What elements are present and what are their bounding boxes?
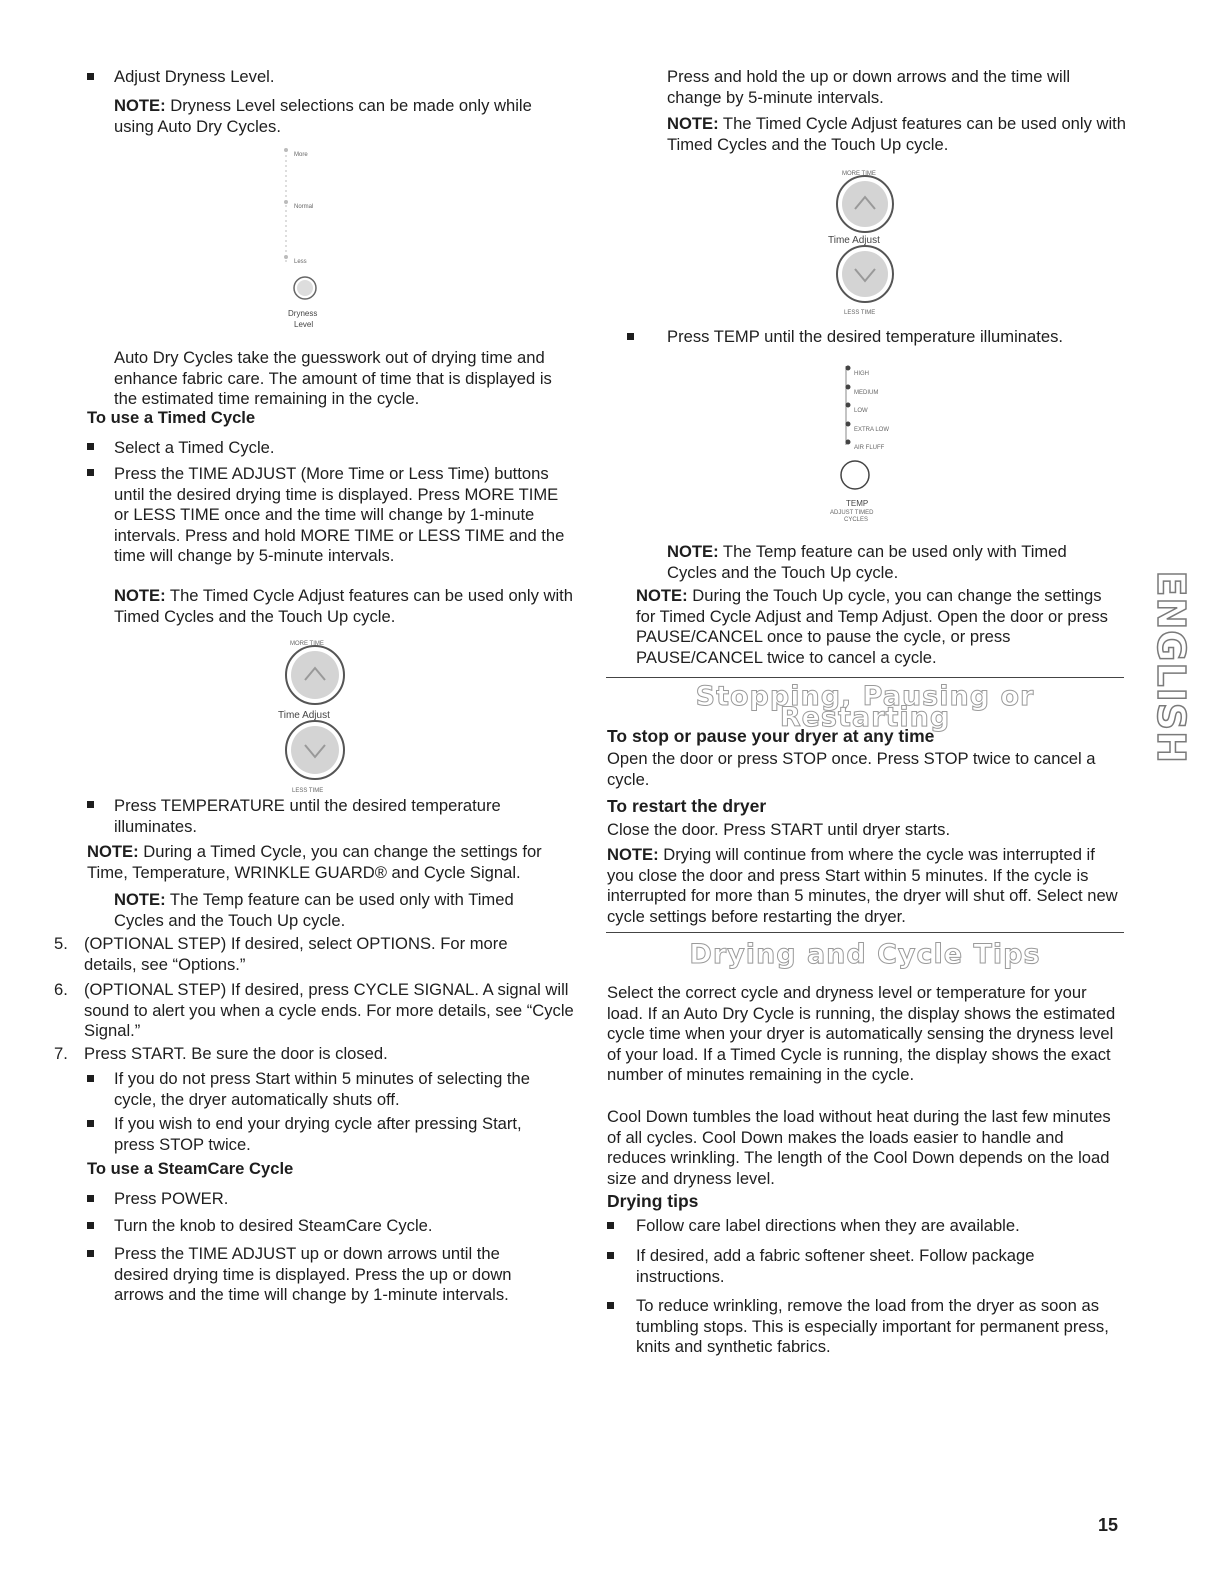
step-text: Press START. Be sure the door is closed. <box>84 1044 388 1063</box>
bullet-text: Press the TIME ADJUST up or down arrows until the desired drying time is displayed. Press the up or down arrows and the time will change by 1-minute intervals. <box>114 1244 512 1304</box>
section-title: Stopping, Pausing or Restarting <box>695 681 1035 733</box>
note <box>114 890 554 931</box>
step-number: 5. <box>54 934 68 953</box>
paragraph: Close the door. Press START until dryer starts. <box>607 820 951 839</box>
subheading: To use a Timed Cycle <box>87 408 256 427</box>
note-label: NOTE: <box>636 586 688 605</box>
temp-sub-label-2: CYCLES <box>844 517 869 523</box>
note-text: The Temp feature can be used only with Timed Cycles and the Touch Up cycle. <box>667 542 1067 582</box>
paragraph: Auto Dry Cycles take the guesswork out of drying time and enhance fabric care. The amount of time that is displayed is the estimated time remaining in the cycle. <box>114 348 552 408</box>
temp-figure <box>820 360 920 523</box>
note <box>636 586 1116 668</box>
step-number: 7. <box>54 1044 68 1063</box>
language-side-tab <box>1149 567 1194 767</box>
note-text: Drying will continue from where the cycle was interrupted if you close the door and press Start within 5 minutes. If the cycle is interrupted for more than 5 minutes, the dryer will shut off. Select new cycle settings before restarting the dryer. <box>607 845 1118 926</box>
note-text: During a Timed Cycle, you can change the settings for Time, Temperature, WRINKLE GUARD® and Cycle Signal. <box>87 842 542 882</box>
side-tab-label: ENGLISH <box>1149 570 1194 764</box>
time-adjust-label: Time Adjust <box>278 710 330 721</box>
subheading: To stop or pause your dryer at any time <box>607 726 935 746</box>
note-label: NOTE: <box>667 542 719 561</box>
note <box>667 114 1127 155</box>
bullet-text: Select a Timed Cycle. <box>114 438 275 457</box>
note <box>667 542 1117 583</box>
note-label: NOTE: <box>114 890 166 909</box>
dryness-more-label: More <box>294 152 308 158</box>
bullet <box>87 443 94 450</box>
temp-high-label: HIGH <box>854 371 869 377</box>
more-time-label: MORE TIME <box>290 641 324 647</box>
note-label: NOTE: <box>114 96 166 115</box>
bullet-text: Adjust Dryness Level. <box>114 67 275 86</box>
dryness-less-label: Less <box>294 259 307 265</box>
page-number: 15 <box>1098 1515 1119 1535</box>
subheading: To restart the dryer <box>607 796 767 816</box>
bullet-text: Follow care label directions when they are available. <box>636 1216 1020 1235</box>
step-number: 6. <box>54 980 68 999</box>
dryness-title: Dryness <box>288 309 318 318</box>
bullet <box>607 1252 614 1259</box>
bullet <box>87 801 94 808</box>
paragraph: Cool Down tumbles the load without heat during the last few minutes of all cycles. Cool Down makes the loads easier to handle and reduces wrinkling. The length of the Cool Down depends on the load size and dryness level. <box>607 1107 1111 1188</box>
note-text: The Temp feature can be used only with Timed Cycles and the Touch Up cycle. <box>114 890 514 930</box>
time-adjust-figure <box>810 160 920 315</box>
bullet <box>87 469 94 476</box>
note-text: During the Touch Up cycle, you can change the settings for Timed Cycle Adjust and Temp Adjust. Open the door or press PAUSE/CANCEL once to pause the cycle, or press PAUSE/CANCEL twice to cancel a cycle. <box>636 586 1108 667</box>
temp-label: TEMP <box>846 499 869 508</box>
note-label: NOTE: <box>114 586 166 605</box>
temp-low-label: LOW <box>854 408 868 414</box>
bullet-text: If desired, add a fabric softener sheet. Follow package instructions. <box>636 1246 1035 1286</box>
note <box>607 845 1125 927</box>
section-divider <box>606 677 1124 678</box>
bullet-text: If you do not press Start within 5 minutes of selecting the cycle, the dryer automatically shuts off. <box>114 1069 530 1109</box>
dryness-level-figure <box>270 140 350 340</box>
temp-extra-low-label: EXTRA LOW <box>854 427 890 433</box>
less-time-label: LESS TIME <box>292 788 324 794</box>
note-text: The Timed Cycle Adjust features can be used only with Timed Cycles and the Touch Up cycle. <box>667 114 1127 154</box>
bullet <box>87 1250 94 1257</box>
more-time-label: MORE TIME <box>842 171 876 177</box>
bullet <box>87 1195 94 1202</box>
bullet <box>607 1302 614 1309</box>
bullet-text: Press POWER. <box>114 1189 229 1208</box>
note <box>114 96 574 137</box>
subheading: Drying tips <box>607 1191 699 1211</box>
temp-medium-label: MEDIUM <box>854 390 879 396</box>
section-divider <box>606 932 1124 933</box>
note-text: Dryness Level selections can be made only while using Auto Dry Cycles. <box>114 96 532 136</box>
bullet-text: If you wish to end your drying cycle after pressing Start, press STOP twice. <box>114 1114 522 1154</box>
note <box>114 586 574 627</box>
time-adjust-figure <box>260 630 370 794</box>
dryness-normal-label: Normal <box>294 204 314 210</box>
bullet-text: Press TEMP until the desired temperature illuminates. <box>667 327 1063 346</box>
bullet <box>87 73 94 80</box>
section-title: Drying and Cycle Tips <box>689 939 1041 970</box>
step-text: (OPTIONAL STEP) If desired, press CYCLE SIGNAL. A signal will sound to alert you when a cycle ends. For more details, see “Cycle Signal.” <box>84 980 574 1040</box>
paragraph: Select the correct cycle and dryness level or temperature for your load. If an Auto Dry Cycle is running, the display shows the estimated cycle time when your dryer is automatically sensing the dryness level of your load. If a Timed Cycle is running, the display shows the exact number of minutes remaining in the cycle. <box>607 983 1116 1084</box>
bullet <box>87 1120 94 1127</box>
subheading: To use a SteamCare Cycle <box>87 1159 294 1178</box>
temp-air-fluff-label: AIR FLUFF <box>854 445 885 451</box>
dryness-title-2: Level <box>294 320 314 329</box>
bullet-text: Press TEMPERATURE until the desired temperature illuminates. <box>114 796 501 836</box>
bullet-text: To reduce wrinkling, remove the load from the dryer as soon as tumbling stops. This is especially important for permanent press, knits and synthetic fabrics. <box>636 1296 1109 1356</box>
bullet <box>87 1075 94 1082</box>
less-time-label: LESS TIME <box>844 310 876 316</box>
step-text: (OPTIONAL STEP) If desired, select OPTIONS. For more details, see “Options.” <box>84 934 508 974</box>
bullet <box>87 1222 94 1229</box>
bullet <box>607 1222 614 1229</box>
temp-sub-label: ADJUST TIMED <box>830 510 874 516</box>
note-label: NOTE: <box>607 845 659 864</box>
paragraph: Open the door or press STOP once. Press STOP twice to cancel a cycle. <box>607 749 1096 789</box>
bullet-text: Turn the knob to desired SteamCare Cycle. <box>114 1216 433 1235</box>
note-text: The Timed Cycle Adjust features can be used only with Timed Cycles and the Touch Up cycle. <box>114 586 574 626</box>
note-label: NOTE: <box>87 842 139 861</box>
note-label: NOTE: <box>667 114 719 133</box>
paragraph: Press and hold the up or down arrows and the time will change by 5-minute intervals. <box>667 67 1071 107</box>
note <box>87 842 577 883</box>
bullet <box>627 333 634 340</box>
bullet-text: Press the TIME ADJUST (More Time or Less Time) buttons until the desired drying time is displayed. Press MORE TIME or LESS TIME once and the time will change by 1-minute intervals. Press and hold MORE TIME or LESS TIME and the time will change by 5-minute intervals. <box>114 464 565 565</box>
time-adjust-label: Time Adjust <box>828 235 880 246</box>
